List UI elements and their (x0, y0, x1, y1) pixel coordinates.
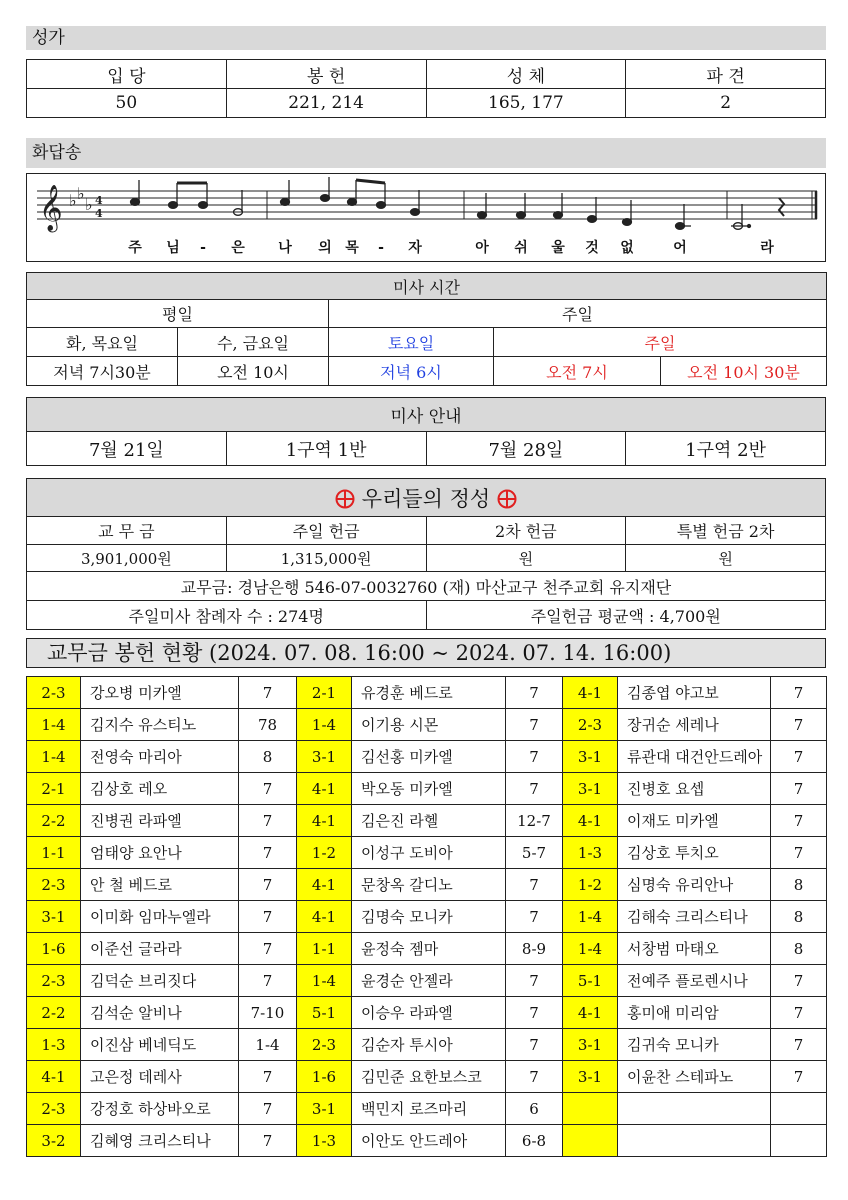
dues-months: 7 (506, 1061, 563, 1093)
member-name: 김덕순 브리짓다 (81, 965, 239, 997)
dues-months: 6 (506, 1093, 563, 1125)
member-name: 이준선 글라라 (81, 933, 239, 965)
svg-text:𝄞: 𝄞 (39, 185, 63, 231)
district-code: 4-1 (563, 677, 618, 709)
dues-months: 7 (771, 741, 827, 773)
mass-guide-table (26, 397, 826, 466)
district-code: 2-3 (27, 1093, 81, 1125)
member-name: 고은정 데레사 (81, 1061, 239, 1093)
singing-header-communion: 성 체 (426, 60, 626, 89)
lyric-syllable: 자 (408, 240, 422, 256)
offering-header-dues: 교 무 금 (27, 517, 227, 545)
member-name: 강오병 미카엘 (81, 677, 239, 709)
dues-months: 7 (506, 901, 563, 933)
district-code: 1-4 (563, 901, 618, 933)
district-code: 1-4 (27, 741, 81, 773)
dues-months: 8 (771, 869, 827, 901)
dues-months: 6-8 (506, 1125, 563, 1157)
member-name: 김석순 알비나 (81, 997, 239, 1029)
member-name: 백민지 로즈마리 (352, 1093, 506, 1125)
mass-weekday-label: 평일 (27, 300, 329, 328)
table-row (27, 1061, 827, 1093)
district-code: 4-1 (297, 773, 352, 805)
dues-months: 8 (239, 741, 297, 773)
member-name: 장귀순 세레나 (618, 709, 771, 741)
district-code: 2-2 (27, 997, 81, 1029)
singing-header-entrance: 입 당 (27, 60, 227, 89)
dues-months: 7 (506, 1029, 563, 1061)
dues-months: 7-10 (239, 997, 297, 1029)
table-row (27, 773, 827, 805)
dues-months: 7 (506, 773, 563, 805)
member-name: 전영숙 마리아 (81, 741, 239, 773)
table-row (27, 677, 827, 709)
member-name: 류관대 대건안드레아 (618, 741, 771, 773)
member-name: 윤경순 안젤라 (352, 965, 506, 997)
dues-months: 7 (506, 709, 563, 741)
member-name: 이진삼 베네딕도 (81, 1029, 239, 1061)
offering-value-special: 원 (626, 545, 826, 572)
member-name: 김민준 요한보스코 (352, 1061, 506, 1093)
mass-time-tue-thu: 저녁 7시30분 (27, 357, 178, 386)
member-name: 안 철 베드로 (81, 869, 239, 901)
mass-day-tue-thu: 화, 목요일 (27, 328, 178, 357)
lyric-syllable: 어 (673, 240, 687, 256)
music-staff-icon (27, 174, 825, 261)
lyric-syllable: - (378, 240, 384, 256)
dues-months: 7 (506, 997, 563, 1029)
district-code: 4-1 (563, 805, 618, 837)
district-code: 2-3 (27, 677, 81, 709)
district-code: 1-2 (297, 837, 352, 869)
dues-months: 7 (239, 805, 297, 837)
lyric-syllable: - (200, 240, 206, 256)
dues-months: 1-4 (239, 1029, 297, 1061)
dues-months: 8 (771, 933, 827, 965)
dues-months: 8-9 (506, 933, 563, 965)
dues-months: 7 (239, 901, 297, 933)
district-code: 3-1 (27, 901, 81, 933)
dues-months: 7 (239, 773, 297, 805)
district-code: 3-1 (297, 741, 352, 773)
mass-guide-group-1: 1구역 1반 (226, 432, 426, 466)
mass-time-sunday-early: 오전 7시 (494, 357, 661, 386)
member-name: 강정호 하상바오로 (81, 1093, 239, 1125)
dues-months: 7 (771, 965, 827, 997)
svg-text:♭: ♭ (85, 195, 93, 214)
table-row (27, 805, 827, 837)
district-code: 1-1 (297, 933, 352, 965)
member-name: 문창옥 갈디노 (352, 869, 506, 901)
offering-table (26, 478, 826, 630)
member-name: 김상호 레오 (81, 773, 239, 805)
district-code: 1-3 (563, 837, 618, 869)
cross-icon (335, 489, 355, 509)
psalm-section-title: 화답송 (26, 138, 826, 168)
district-code: 5-1 (563, 965, 618, 997)
district-code: 4-1 (27, 1061, 81, 1093)
dues-months: 7 (239, 677, 297, 709)
singing-header-recessional: 파 견 (626, 60, 826, 89)
district-code: 3-2 (27, 1125, 81, 1157)
table-row (27, 1093, 827, 1125)
member-name: 이성구 도비아 (352, 837, 506, 869)
mass-sunday-label: 주일 (329, 300, 827, 328)
table-row (27, 901, 827, 933)
dues-months: 7 (506, 741, 563, 773)
dues-months: 5-7 (506, 837, 563, 869)
table-row (27, 741, 827, 773)
member-name: 이재도 미카엘 (618, 805, 771, 837)
member-name: 김순자 투시아 (352, 1029, 506, 1061)
dues-months (771, 1093, 827, 1125)
member-name: 김귀숙 모니카 (618, 1029, 771, 1061)
mass-time-title: 미사 시간 (27, 273, 827, 300)
dues-months: 7 (239, 933, 297, 965)
dues-months: 7 (771, 677, 827, 709)
dues-months: 12-7 (506, 805, 563, 837)
svg-text:4: 4 (95, 194, 103, 207)
district-code: 2-3 (563, 709, 618, 741)
member-name: 김명숙 모니카 (352, 901, 506, 933)
lyric-syllable: 의 (318, 240, 332, 256)
table-row (27, 837, 827, 869)
member-name: 이안도 안드레아 (352, 1125, 506, 1157)
table-row (27, 1029, 827, 1061)
offering-value-sunday: 1,315,000원 (226, 545, 426, 572)
district-code: 2-3 (27, 965, 81, 997)
dues-months (771, 1125, 827, 1157)
member-name: 이승우 라파엘 (352, 997, 506, 1029)
dues-months: 7 (506, 677, 563, 709)
lyric-syllable: 주 (128, 240, 142, 256)
offering-header-special: 특별 헌금 2차 (626, 517, 826, 545)
dues-status-title (26, 638, 826, 668)
mass-time-wed-fri: 오전 10시 (178, 357, 329, 386)
district-code: 2-3 (297, 1029, 352, 1061)
member-name: 엄태양 요안나 (81, 837, 239, 869)
member-name (618, 1125, 771, 1157)
mass-guide-date-1: 7월 21일 (27, 432, 227, 466)
district-code: 1-1 (27, 837, 81, 869)
lyric-syllable: 님 (166, 240, 180, 256)
offering-average: 주일헌금 평균액 : 4,700원 (426, 601, 826, 630)
offering-header-sunday: 주일 헌금 (226, 517, 426, 545)
district-code: 1-3 (27, 1029, 81, 1061)
singing-value-entrance: 50 (27, 89, 227, 118)
member-name: 김은진 라헬 (352, 805, 506, 837)
table-row (27, 965, 827, 997)
mass-day-wed-fri: 수, 금요일 (178, 328, 329, 357)
member-name: 홍미애 미리암 (618, 997, 771, 1029)
district-code: 1-2 (563, 869, 618, 901)
member-name: 전예주 플로렌시나 (618, 965, 771, 997)
district-code: 1-4 (297, 965, 352, 997)
mass-guide-title: 미사 안내 (27, 398, 826, 432)
offering-attendance: 주일미사 참례자 수 : 274명 (27, 601, 427, 630)
table-row (27, 869, 827, 901)
dues-months: 7 (506, 869, 563, 901)
district-code: 3-1 (563, 741, 618, 773)
dues-status-period: (2024. 07. 08. 16:00 ~ 2024. 07. 14. 16:00) (202, 641, 672, 665)
mass-time-table (26, 272, 827, 386)
district-code: 1-6 (27, 933, 81, 965)
district-code: 4-1 (297, 869, 352, 901)
offering-value-dues: 3,901,000원 (27, 545, 227, 572)
member-name: 서창범 마태오 (618, 933, 771, 965)
dues-status-main: 교무금 봉헌 현황 (47, 641, 203, 665)
dues-list-table (26, 676, 827, 1157)
svg-text:♭: ♭ (77, 184, 85, 203)
lyric-syllable: 울 (551, 240, 565, 256)
mass-day-saturday: 토요일 (329, 328, 494, 357)
dues-months: 7 (239, 965, 297, 997)
member-name: 김종엽 야고보 (618, 677, 771, 709)
dues-months: 7 (506, 965, 563, 997)
district-code: 3-1 (563, 1061, 618, 1093)
dues-months: 7 (771, 805, 827, 837)
dues-months: 7 (239, 1125, 297, 1157)
member-name (618, 1093, 771, 1125)
table-row (27, 997, 827, 1029)
lyric-syllable: 아 (475, 240, 489, 256)
dues-months: 7 (771, 773, 827, 805)
mass-guide-group-2: 1구역 2반 (626, 432, 826, 466)
lyric-syllable: 은 (231, 240, 245, 256)
mass-day-sunday: 주일 (494, 328, 827, 357)
mass-time-saturday: 저녁 6시 (329, 357, 494, 386)
dues-months: 7 (771, 1061, 827, 1093)
lyric-syllable: 라 (760, 240, 774, 256)
member-name: 유경훈 베드로 (352, 677, 506, 709)
offering-account: 교무금: 경남은행 546-07-0032760 (재) 마산교구 천주교회 유지재단 (27, 572, 826, 601)
district-code: 1-4 (563, 933, 618, 965)
mass-time-sunday-late: 오전 10시 30분 (661, 357, 827, 386)
lyric-syllable: 없 (620, 240, 634, 256)
singing-value-recessional: 2 (626, 89, 826, 118)
district-code: 1-4 (297, 709, 352, 741)
psalm-score (26, 173, 826, 262)
member-name: 윤정숙 젬마 (352, 933, 506, 965)
member-name: 진병호 요셉 (618, 773, 771, 805)
district-code: 5-1 (297, 997, 352, 1029)
member-name: 이윤찬 스테파노 (618, 1061, 771, 1093)
district-code: 1-3 (297, 1125, 352, 1157)
district-code: 4-1 (297, 901, 352, 933)
lyric-syllable: 것 (585, 240, 599, 256)
district-code: 2-2 (27, 805, 81, 837)
lyric-syllable: 목 (345, 240, 359, 256)
member-name: 김상호 투치오 (618, 837, 771, 869)
member-name: 박오동 미카엘 (352, 773, 506, 805)
district-code: 1-4 (27, 709, 81, 741)
member-name: 이기용 시몬 (352, 709, 506, 741)
district-code: 2-1 (297, 677, 352, 709)
singing-value-offertory: 221, 214 (226, 89, 426, 118)
dues-months: 78 (239, 709, 297, 741)
district-code: 4-1 (563, 997, 618, 1029)
dues-months: 7 (239, 1061, 297, 1093)
dues-months: 7 (771, 837, 827, 869)
mass-guide-date-2: 7월 28일 (426, 432, 626, 466)
table-row (27, 709, 827, 741)
district-code: 3-1 (563, 773, 618, 805)
member-name: 김선홍 미카엘 (352, 741, 506, 773)
district-code: 3-1 (563, 1029, 618, 1061)
dues-months: 7 (771, 709, 827, 741)
district-code: 2-1 (27, 773, 81, 805)
member-name: 심명숙 유리안나 (618, 869, 771, 901)
svg-text:4: 4 (95, 207, 103, 220)
member-name: 진병권 라파엘 (81, 805, 239, 837)
district-code: 4-1 (297, 805, 352, 837)
district-code: 1-6 (297, 1061, 352, 1093)
member-name: 이미화 임마누엘라 (81, 901, 239, 933)
dues-months: 7 (239, 869, 297, 901)
member-name: 김지수 유스티노 (81, 709, 239, 741)
lyric-syllable: 쉬 (514, 240, 528, 256)
table-row (27, 933, 827, 965)
dues-months: 7 (771, 997, 827, 1029)
singing-header-offertory: 봉 헌 (226, 60, 426, 89)
member-name: 김혜영 크리스티나 (81, 1125, 239, 1157)
district-code (563, 1093, 618, 1125)
singing-table (26, 59, 826, 118)
table-row (27, 1125, 827, 1157)
dues-months: 8 (771, 901, 827, 933)
cross-icon (497, 489, 517, 509)
district-code (563, 1125, 618, 1157)
offering-header-second: 2차 헌금 (426, 517, 626, 545)
singing-value-communion: 165, 177 (426, 89, 626, 118)
dues-months: 7 (239, 1093, 297, 1125)
member-name: 김해숙 크리스티나 (618, 901, 771, 933)
offering-title: 우리들의 정성 (361, 486, 491, 511)
singing-section-title: 성가 (26, 26, 826, 50)
lyric-syllable: 나 (278, 240, 292, 256)
svg-text:♭: ♭ (69, 191, 77, 210)
dues-months: 7 (771, 1029, 827, 1061)
offering-title-cell (27, 479, 826, 517)
offering-value-second: 원 (426, 545, 626, 572)
district-code: 2-3 (27, 869, 81, 901)
dues-months: 7 (239, 837, 297, 869)
district-code: 3-1 (297, 1093, 352, 1125)
